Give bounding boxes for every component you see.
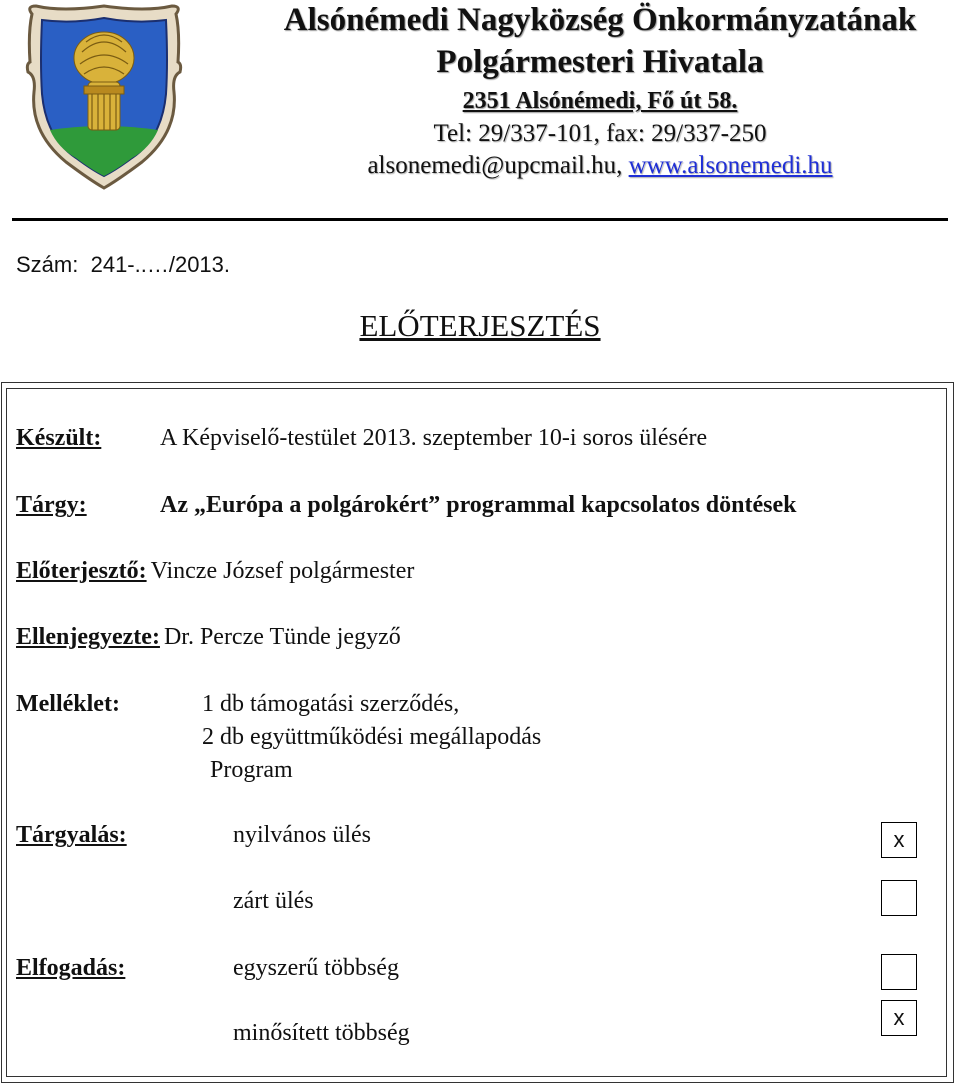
targyalas-closed-checkbox[interactable] — [881, 880, 917, 916]
elfogadas-simple-checkbox[interactable] — [881, 954, 917, 990]
targyalas-option-closed-label: zárt ülés — [233, 888, 314, 914]
office-name-line2: Polgármesteri Hivatala — [436, 44, 764, 80]
elfogadas-qualified-checkbox[interactable]: x — [881, 1000, 917, 1036]
office-contacts — [240, 152, 960, 180]
targyalas-label: Tárgyalás: — [16, 822, 127, 848]
targy-label: Tárgy: — [16, 492, 87, 518]
office-address: 2351 Alsónémedi, Fő út 58. — [462, 88, 738, 114]
header-divider — [12, 218, 948, 221]
office-email: alsonemedi@upcmail.hu, — [367, 152, 623, 179]
keszult-value: A Képviselő-testület 2013. szeptember 10-i soros ülésére — [160, 425, 708, 451]
document-number-value: 241-..…/2013. — [90, 252, 231, 277]
eloterjeszto-value: Vincze József polgármester — [150, 558, 415, 584]
document-title: ELŐTERJESZTÉS — [359, 308, 601, 343]
ellenjegyezte-value: Dr. Percze Tünde jegyző — [163, 624, 401, 650]
targyalas-public-checkbox[interactable]: x — [881, 822, 917, 858]
eloterjeszto-row — [16, 558, 414, 585]
melleklet-label: Melléklet: — [16, 691, 120, 717]
office-name-line1: Alsónémedi Nagyközség Önkormányzatának — [283, 2, 917, 38]
targyalas-option-public-label: nyilvános ülés — [233, 822, 371, 848]
crest-icon — [22, 2, 186, 192]
melleklet-item: 1 db támogatási szerződés, — [202, 691, 460, 717]
eloterjeszto-label: Előterjesztő: — [16, 558, 147, 584]
melleklet-item: Program — [210, 757, 293, 783]
document-number-label: Szám: — [16, 252, 79, 277]
office-website-link[interactable]: www.alsonemedi.hu — [628, 152, 833, 179]
keszult-label: Készült: — [16, 425, 102, 451]
elfogadas-label: Elfogadás: — [16, 955, 126, 981]
ellenjegyezte-label: Ellenjegyezte: — [16, 624, 160, 650]
document-number — [16, 252, 230, 278]
targy-value: Az „Európa a polgárokért” programmal kapcsolatos döntések — [160, 492, 797, 518]
ellenjegyezte-row — [16, 624, 401, 651]
melleklet-item: 2 db együttműködési megállapodás — [202, 724, 542, 750]
office-phone-fax: Tel: 29/337-101, fax: 29/337-250 — [433, 120, 767, 147]
elfogadas-option-simple-label: egyszerű többség — [233, 955, 399, 981]
elfogadas-option-qualified-label: minősített többség — [233, 1020, 410, 1046]
